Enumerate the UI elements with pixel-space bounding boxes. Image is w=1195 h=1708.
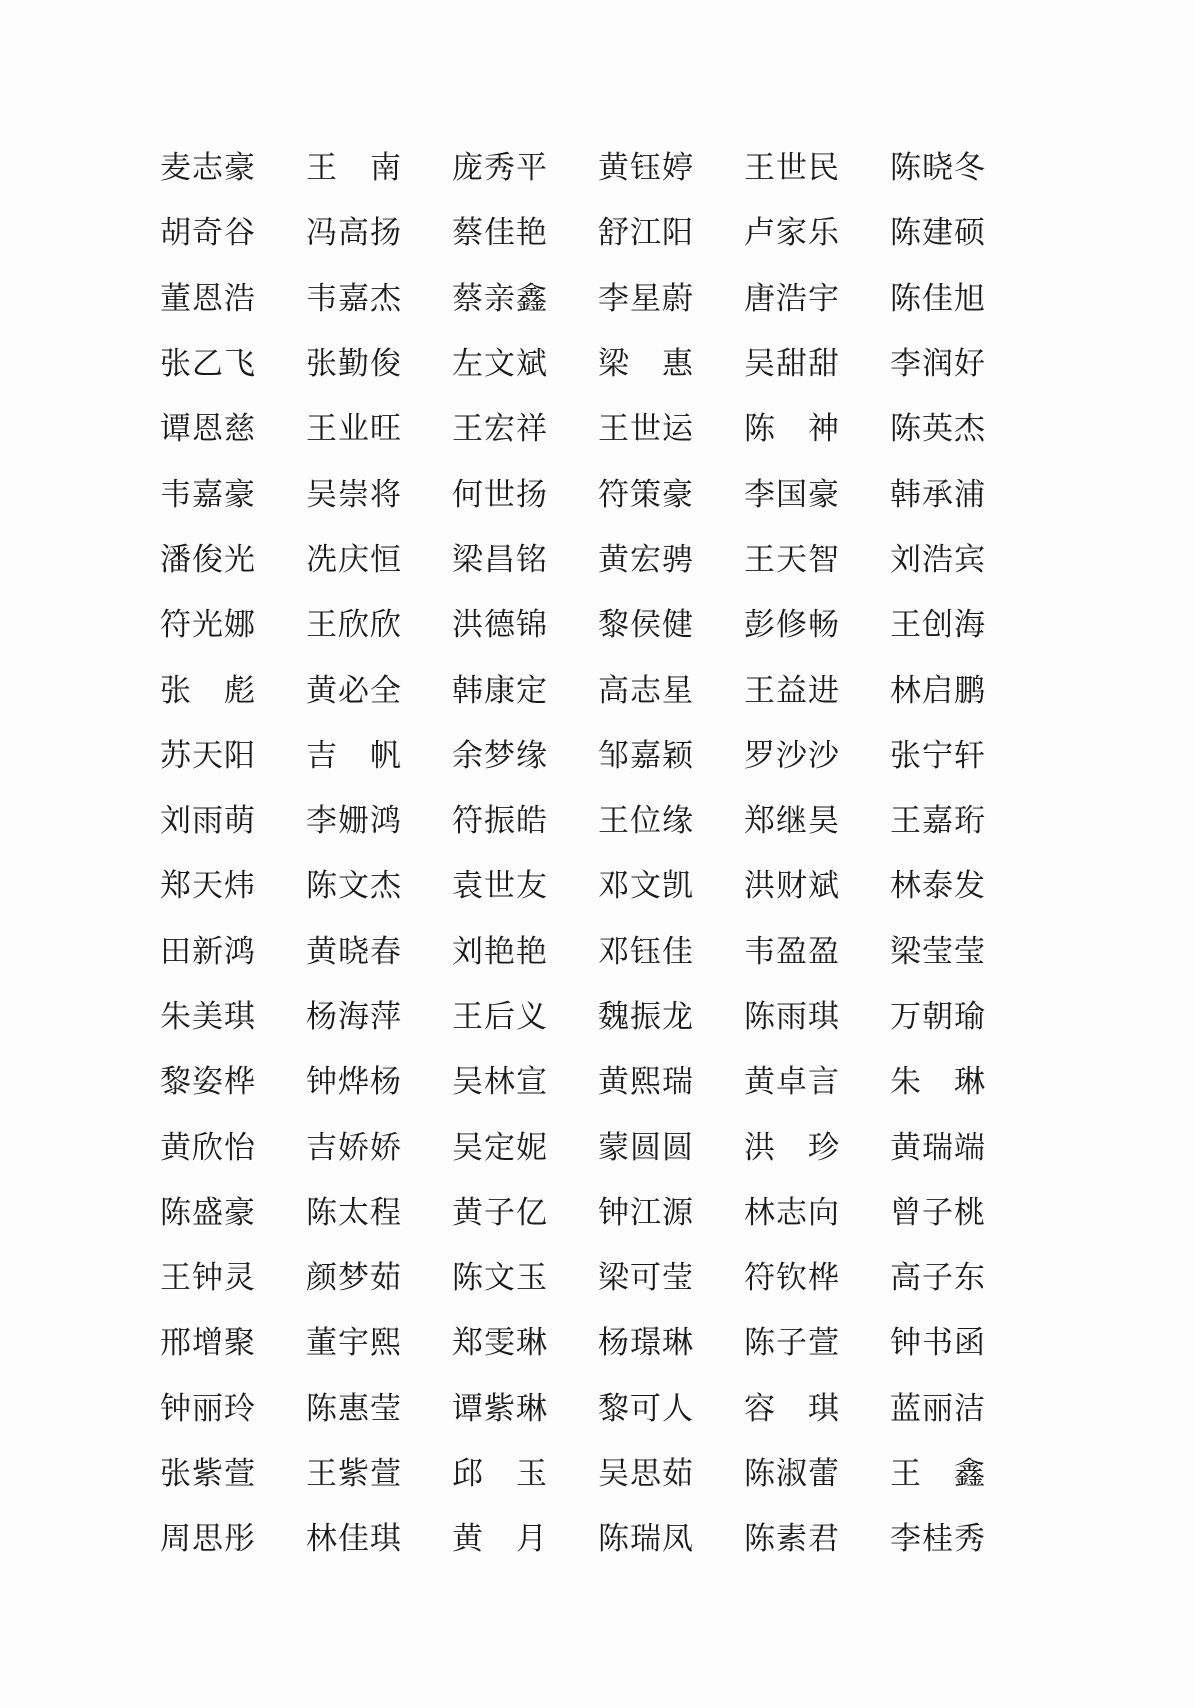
name-entry: 黄 子 亿 [452, 1194, 548, 1231]
name-entry: 韩 承 浦 [890, 476, 986, 513]
name-entry: 黄 熙 瑞 [598, 1064, 694, 1101]
name-entry: 王 嘉 珩 [890, 803, 986, 840]
name-entry: 邱 玉 [452, 1456, 548, 1493]
name-entry: 舒 江 阳 [598, 215, 694, 252]
name-entry: 高 志 星 [598, 672, 694, 709]
name-entry: 陈 淑 蕾 [744, 1456, 840, 1493]
name-entry: 袁 世 友 [452, 868, 548, 905]
name-entry: 朱 美 琪 [160, 999, 256, 1035]
name-entry: 梁 昌 铭 [452, 541, 548, 578]
name-entry: 王 位 缘 [598, 803, 694, 840]
name-entry: 邓 文 凯 [598, 868, 694, 905]
name-entry: 王 世 民 [744, 150, 840, 187]
name-entry: 吴 崇 将 [306, 476, 402, 513]
name-entry: 黄 欣 怡 [160, 1129, 256, 1166]
name-entry: 陈 太 程 [306, 1194, 402, 1231]
name-entry: 高 子 东 [890, 1260, 986, 1297]
name-entry: 冯 高 扬 [306, 215, 402, 252]
name-entry: 王 世 运 [598, 411, 694, 448]
name-entry: 王 后 义 [452, 999, 548, 1035]
name-entry: 刘 艳 艳 [452, 933, 548, 970]
name-entry: 谭 紫 琳 [452, 1390, 548, 1427]
name-entry: 李 国 豪 [744, 476, 840, 513]
name-entry: 陈 英 杰 [890, 411, 986, 448]
name-entry: 王 南 [306, 150, 402, 187]
name-entry: 陈 雨 琪 [744, 999, 840, 1035]
name-entry: 黄 必 全 [306, 672, 402, 709]
name-entry: 吴 定 妮 [452, 1129, 548, 1166]
name-entry: 张 紫 萱 [160, 1456, 256, 1493]
name-entry: 林 泰 发 [890, 868, 986, 905]
name-entry: 陈 文 玉 [452, 1260, 548, 1297]
name-entry: 蓝 丽 洁 [890, 1390, 986, 1427]
name-entry: 吴 思 茹 [598, 1456, 694, 1493]
name-entry: 张 勤 俊 [306, 346, 402, 383]
name-entry: 符 策 豪 [598, 476, 694, 513]
name-entry: 黎 姿 桦 [160, 1064, 256, 1101]
name-entry: 谭 恩 慈 [160, 411, 256, 448]
name-entry: 黄 卓 言 [744, 1064, 840, 1101]
name-entry: 黎 可 人 [598, 1390, 694, 1427]
name-entry: 王 业 旺 [306, 411, 402, 448]
name-entry: 林 佳 琪 [306, 1521, 402, 1558]
name-entry: 左 文 斌 [452, 346, 548, 383]
name-entry: 陈 瑞 凤 [598, 1521, 694, 1558]
name-entry: 郑 继 昊 [744, 803, 840, 840]
name-entry: 苏 天 阳 [160, 737, 256, 774]
name-entry: 吴 林 宣 [452, 1064, 548, 1101]
name-entry: 黄 钰 婷 [598, 150, 694, 187]
name-entry: 容 琪 [744, 1390, 840, 1427]
name-entry: 郑 雯 琳 [452, 1325, 548, 1362]
name-entry: 蔡 佳 艳 [452, 215, 548, 252]
name-entry: 刘 雨 萌 [160, 803, 256, 840]
name-entry: 邹 嘉 颖 [598, 737, 694, 774]
name-entry: 郑 天 炜 [160, 868, 256, 905]
name-entry: 万 朝 瑜 [890, 999, 986, 1035]
name-entry: 林 志 向 [744, 1194, 840, 1231]
name-entry: 符 钦 桦 [744, 1260, 840, 1297]
name-entry: 王 紫 萱 [306, 1456, 402, 1493]
name-entry: 陈 文 杰 [306, 868, 402, 905]
name-entry: 洪 德 锦 [452, 607, 548, 644]
name-entry: 刘 浩 宾 [890, 541, 986, 578]
name-entry: 董 宇 熙 [306, 1325, 402, 1362]
name-entry: 吉 娇 娇 [306, 1129, 402, 1166]
name-entry: 卢 家 乐 [744, 215, 840, 252]
name-entry: 吴 甜 甜 [744, 346, 840, 383]
name-entry: 王 欣 欣 [306, 607, 402, 644]
name-entry: 梁 惠 [598, 346, 694, 383]
name-entry: 陈 晓 冬 [890, 150, 986, 187]
name-entry: 罗 沙 沙 [744, 737, 840, 774]
name-entry: 陈 建 硕 [890, 215, 986, 252]
name-entry: 陈 惠 莹 [306, 1390, 402, 1427]
name-entry: 董 恩 浩 [160, 280, 256, 317]
name-entry: 张 彪 [160, 672, 256, 709]
name-entry: 钟 江 源 [598, 1194, 694, 1231]
name-entry: 曾 子 桃 [890, 1194, 986, 1231]
name-entry: 洪 珍 [744, 1129, 840, 1166]
name-entry: 彭 修 畅 [744, 607, 840, 644]
name-entry: 黄 月 [452, 1521, 548, 1558]
name-entry: 杨 海 萍 [306, 999, 402, 1035]
name-entry: 蔡 亲 鑫 [452, 280, 548, 317]
name-entry: 朱 琳 [890, 1064, 986, 1101]
name-entry: 钟 书 函 [890, 1325, 986, 1362]
name-entry: 杨 璟 琳 [598, 1325, 694, 1362]
name-entry: 韦 嘉 杰 [306, 280, 402, 317]
name-entry: 邢 增 聚 [160, 1325, 256, 1362]
name-entry: 洪 财 斌 [744, 868, 840, 905]
name-entry: 李 润 好 [890, 346, 986, 383]
name-entry: 陈 素 君 [744, 1521, 840, 1558]
name-entry: 黄 瑞 端 [890, 1129, 986, 1166]
name-entry: 颜 梦 茹 [306, 1260, 402, 1297]
name-entry: 周 思 彤 [160, 1521, 256, 1558]
name-entry: 陈 盛 豪 [160, 1194, 256, 1231]
name-entry: 潘 俊 光 [160, 541, 256, 578]
name-entry: 冼 庆 恒 [306, 541, 402, 578]
name-entry: 蒙 圆 圆 [598, 1129, 694, 1166]
name-entry: 梁 莹 莹 [890, 933, 986, 970]
name-entry: 唐 浩 宇 [744, 280, 840, 317]
name-entry: 王 钟 灵 [160, 1260, 256, 1297]
name-entry: 魏 振 龙 [598, 999, 694, 1035]
name-entry: 陈 子 萱 [744, 1325, 840, 1362]
name-entry: 钟 烨 杨 [306, 1064, 402, 1101]
name-entry: 韦 盈 盈 [744, 933, 840, 970]
name-entry: 王 天 智 [744, 541, 840, 578]
name-entry: 李 星 蔚 [598, 280, 694, 317]
name-entry: 钟 丽 玲 [160, 1390, 256, 1427]
name-entry: 田 新 鸿 [160, 933, 256, 970]
name-list-grid [160, 136, 1040, 1573]
name-entry: 张 乙 飞 [160, 346, 256, 383]
name-entry: 王 创 海 [890, 607, 986, 644]
name-entry: 邓 钰 佳 [598, 933, 694, 970]
name-entry: 王 宏 祥 [452, 411, 548, 448]
name-entry: 黎 侯 健 [598, 607, 694, 644]
name-entry: 梁 可 莹 [598, 1260, 694, 1297]
name-entry: 韩 康 定 [452, 672, 548, 709]
name-entry: 黄 晓 春 [306, 933, 402, 970]
name-entry: 吉 帆 [306, 737, 402, 774]
name-entry: 麦 志 豪 [160, 150, 256, 187]
name-entry: 李 桂 秀 [890, 1521, 986, 1558]
name-entry: 李 姗 鸿 [306, 803, 402, 840]
name-entry: 胡 奇 谷 [160, 215, 256, 252]
name-entry: 陈 佳 旭 [890, 280, 986, 317]
name-entry: 韦 嘉 豪 [160, 476, 256, 513]
name-entry: 陈 神 [744, 411, 840, 448]
name-entry: 王 鑫 [890, 1456, 986, 1493]
name-entry: 王 益 进 [744, 672, 840, 709]
name-entry: 黄 宏 骋 [598, 541, 694, 578]
name-entry: 符 光 娜 [160, 607, 256, 644]
name-entry: 林 启 鹏 [890, 672, 986, 709]
name-entry: 张 宁 轩 [890, 737, 986, 774]
name-entry: 何 世 扬 [452, 476, 548, 513]
name-entry: 庞 秀 平 [452, 150, 548, 187]
name-entry: 符 振 皓 [452, 803, 548, 840]
name-entry: 余 梦 缘 [452, 737, 548, 774]
